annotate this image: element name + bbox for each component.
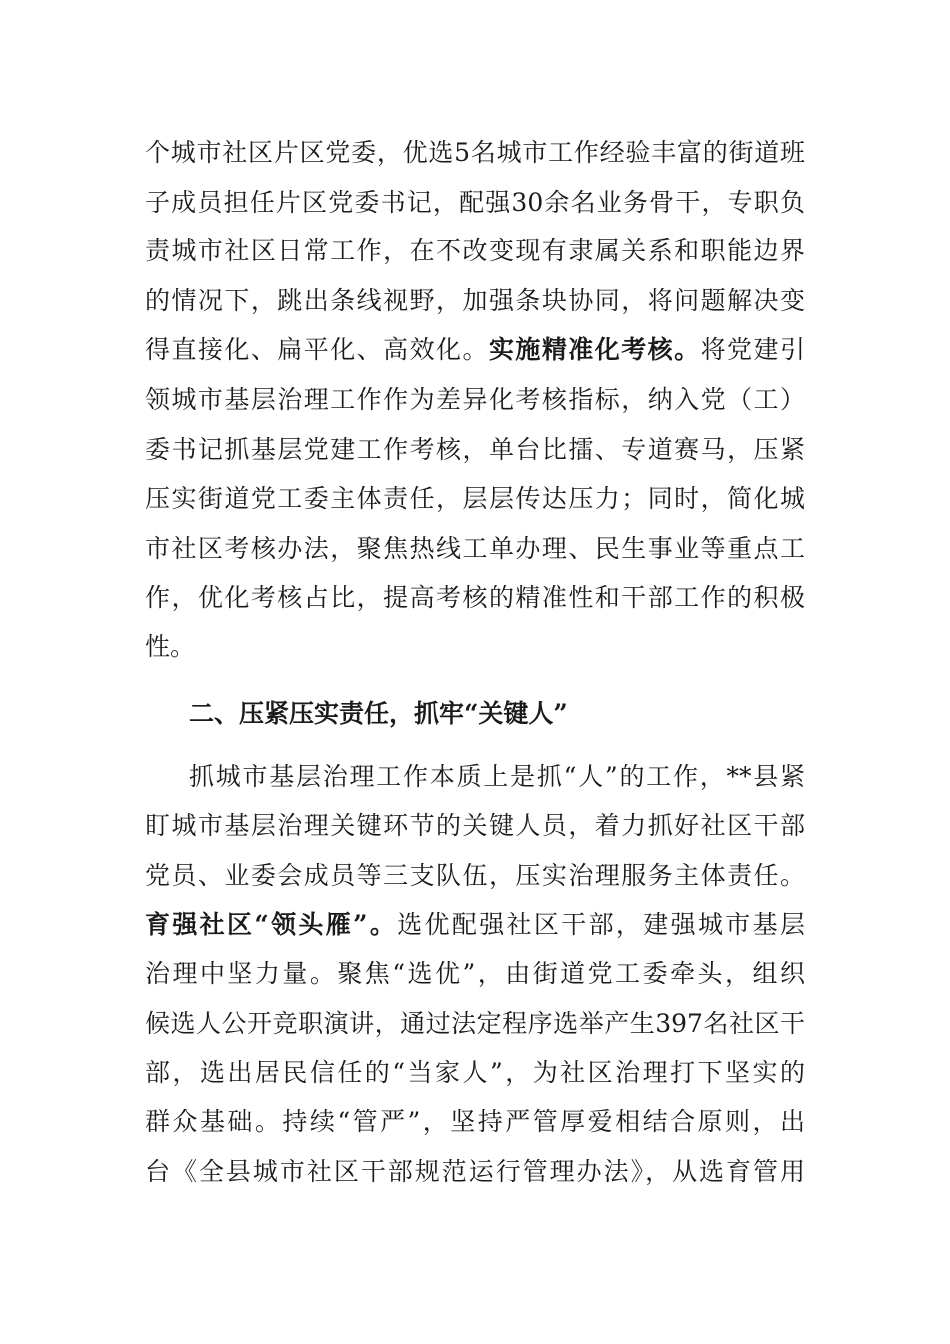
text-line: 治理中坚力量。聚焦“选优”，由街道党工委牵头，组织 bbox=[145, 959, 805, 988]
text-line: 的情况下，跳出条线视野，加强条块协同，将问题解决变 bbox=[145, 286, 805, 315]
text-line: 性。 bbox=[145, 632, 196, 661]
text-line: 个城市社区片区党委，优选5名城市工作经验丰富的街道班 bbox=[145, 138, 805, 167]
text-line: 台《全县城市社区干部规范运行管理办法》，从选育管用 bbox=[145, 1157, 805, 1186]
text-line: 领城市基层治理工作作为差异化考核指标，纳入党（工） bbox=[145, 385, 805, 414]
text-line: 委书记抓基层党建工作考核，单台比擂、专道赛马，压紧 bbox=[145, 435, 805, 464]
bold-phrase: 育强社区“领头雁”。 bbox=[145, 910, 398, 939]
text-line: 子成员担任片区党委书记，配强30余名业务骨干，专职负 bbox=[145, 188, 805, 217]
text-line-mixed bbox=[145, 330, 805, 370]
text-line: 党员、业委会成员等三支队伍，压实治理服务主体责任。 bbox=[145, 861, 805, 890]
text-line: 群众基础。持续“管严”，坚持严管厚爱相结合原则，出 bbox=[145, 1107, 805, 1136]
text-segment: 选优配强社区干部，建强城市基层 bbox=[397, 910, 805, 939]
section-heading: 二、压紧压实责任，抓牢“关键人” bbox=[189, 699, 568, 728]
text-line: 部，选出居民信任的“当家人”，为社区治理打下坚实的 bbox=[145, 1058, 805, 1087]
text-segment: 将党建引 bbox=[700, 335, 805, 364]
bold-phrase: 实施精准化考核。 bbox=[488, 335, 701, 364]
text-line: 候选人公开竞职演讲，通过法定程序选举产生397名社区干 bbox=[145, 1009, 805, 1038]
text-line: 压实街道党工委主体责任，层层传达压力；同时，简化城 bbox=[145, 484, 805, 513]
text-line: 盯城市基层治理关键环节的关键人员，着力抓好社区干部 bbox=[145, 811, 805, 840]
text-line: 市社区考核办法，聚焦热线工单办理、民生事业等重点工 bbox=[145, 534, 805, 563]
text-line: 责城市社区日常工作，在不改变现有隶属关系和职能边界 bbox=[145, 236, 805, 265]
text-line: 抓城市基层治理工作本质上是抓“人”的工作，**县紧 bbox=[189, 762, 805, 791]
text-line: 作，优化考核占比，提高考核的精准性和干部工作的积极 bbox=[145, 583, 805, 612]
text-segment: 得直接化、扁平化、高效化。 bbox=[145, 335, 489, 364]
text-line-mixed bbox=[145, 905, 805, 945]
